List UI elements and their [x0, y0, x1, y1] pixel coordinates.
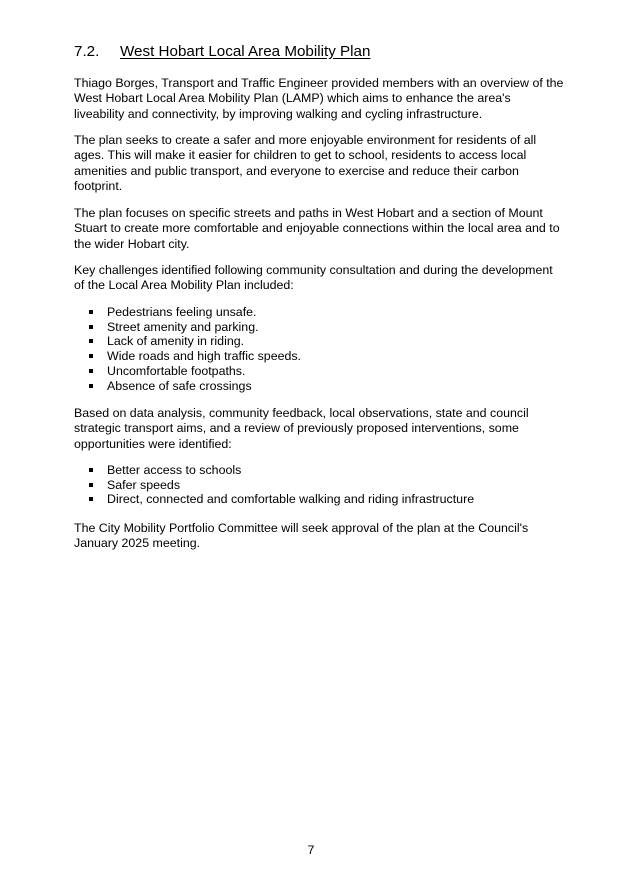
list-item: Absence of safe crossings — [74, 379, 564, 394]
paragraph-focus: The plan focuses on specific streets and paths in West Hobart and a section of Mount Stuart to create more comfortable and enjoyable connections within the local area and to the wider Hobart city. — [74, 206, 560, 251]
list-item: Wide roads and high traffic speeds. — [74, 349, 564, 364]
paragraph-aims: The plan seeks to create a safer and more enjoyable environment for residents of all ages. This will make it easier for children to get to school, residents to access local amenities and public transport, and everyone to exercise and reduce their carbon footprint. — [74, 133, 537, 193]
paragraph-opportunities-intro: Based on data analysis, community feedback, local observations, state and council strategic transport aims, and a review of previously proposed interventions, some opportunities were identified: — [74, 406, 529, 451]
opportunities-list — [74, 463, 564, 507]
list-item: Direct, connected and comfortable walking and riding infrastructure — [74, 492, 564, 507]
list-item: Safer speeds — [74, 478, 564, 493]
page-number: 7 — [307, 843, 315, 857]
list-item: Pedestrians feeling unsafe. — [74, 305, 564, 320]
list-item: Street amenity and parking. — [74, 320, 564, 335]
challenges-list — [74, 305, 564, 393]
paragraph-challenges-intro: Key challenges identified following community consultation and during the development of the Local Area Mobility Plan included: — [74, 263, 553, 293]
section-title: West Hobart Local Area Mobility Plan — [120, 43, 371, 60]
paragraph-closing: The City Mobility Portfolio Committee will seek approval of the plan at the Council's January 2025 meeting. — [74, 521, 529, 551]
list-item: Lack of amenity in riding. — [74, 334, 564, 349]
list-item: Uncomfortable footpaths. — [74, 364, 564, 379]
section-heading — [74, 42, 370, 62]
section-number: 7.2. — [74, 43, 100, 60]
paragraph-overview: Thiago Borges, Transport and Traffic Engineer provided members with an overview of the West Hobart Local Area Mobility Plan (LAMP) which aims to enhance the area's liveability and connectivity, by improving walking and cycling infrastructure. — [74, 76, 564, 121]
list-item: Better access to schools — [74, 463, 564, 478]
